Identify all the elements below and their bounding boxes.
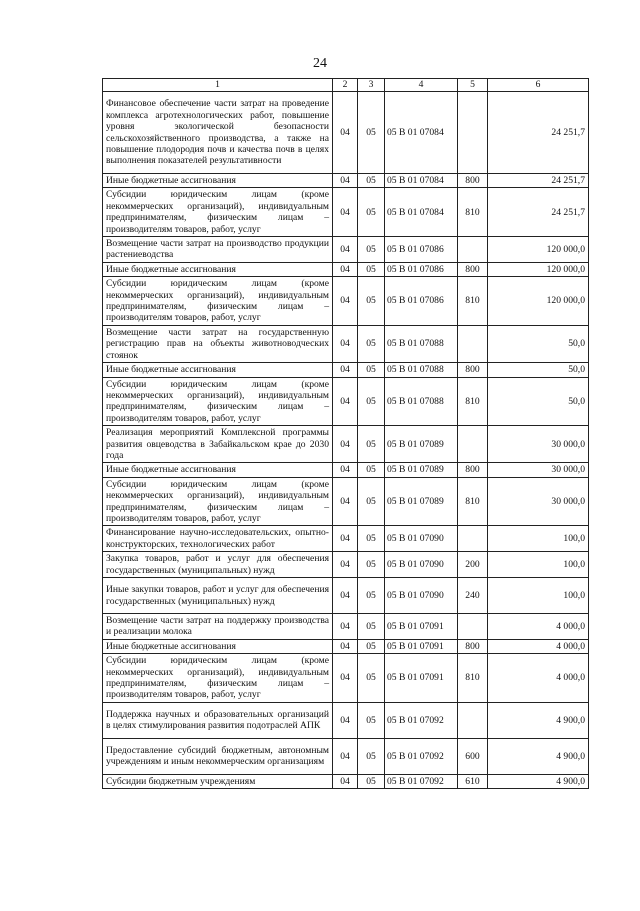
row-subsection-cell: 05 bbox=[358, 188, 385, 237]
row-target-code-cell: 05 В 01 07084 bbox=[385, 188, 458, 237]
row-target-code-cell: 05 В 01 07090 bbox=[385, 578, 458, 614]
row-section-cell: 04 bbox=[333, 277, 358, 326]
table-row bbox=[103, 614, 589, 640]
row-target-code-cell: 05 В 01 07089 bbox=[385, 463, 458, 477]
row-section-cell: 04 bbox=[333, 639, 358, 653]
row-amount-cell: 120 000,0 bbox=[488, 277, 589, 326]
row-target-code-cell: 05 В 01 07092 bbox=[385, 774, 458, 788]
row-name-cell: Иные закупки товаров, работ и услуг для обеспечения государственных (муниципальных) нужд bbox=[103, 578, 333, 614]
header-col-5: 5 bbox=[458, 79, 488, 92]
row-section-cell: 04 bbox=[333, 552, 358, 578]
row-target-code-cell: 05 В 01 07092 bbox=[385, 702, 458, 738]
row-name-cell: Финансовое обеспечение части затрат на проведение комплекса агротехнологических работ, повышение уровня экологической безопасности сельскохозяйственного производства, а также на повышение плодородия почв и качества почв в целях выполнения показателей результативности bbox=[103, 92, 333, 174]
header-col-4: 4 bbox=[385, 79, 458, 92]
row-name-cell: Реализация мероприятий Комплексной программы развития овцеводства в Забайкальском крае до 2030 года bbox=[103, 426, 333, 463]
row-expense-type-cell: 800 bbox=[458, 363, 488, 377]
table-row bbox=[103, 463, 589, 477]
row-expense-type-cell bbox=[458, 426, 488, 463]
row-name-cell: Иные бюджетные ассигнования bbox=[103, 639, 333, 653]
row-name-cell: Возмещение части затрат на поддержку производства и реализации молока bbox=[103, 614, 333, 640]
row-target-code-cell: 05 В 01 07091 bbox=[385, 614, 458, 640]
row-section-cell: 04 bbox=[333, 614, 358, 640]
header-col-2: 2 bbox=[333, 79, 358, 92]
row-expense-type-cell: 200 bbox=[458, 552, 488, 578]
row-subsection-cell: 05 bbox=[358, 702, 385, 738]
row-section-cell: 04 bbox=[333, 774, 358, 788]
row-name-cell: Субсидии бюджетным учреждениям bbox=[103, 774, 333, 788]
row-name-cell: Субсидии юридическим лицам (кроме некоммерческих организаций), индивидуальным предпринимателям, физическим лицам – производителям товаров, работ, услуг bbox=[103, 377, 333, 426]
row-section-cell: 04 bbox=[333, 702, 358, 738]
table-row bbox=[103, 188, 589, 237]
row-amount-cell: 4 900,0 bbox=[488, 702, 589, 738]
row-section-cell: 04 bbox=[333, 363, 358, 377]
row-subsection-cell: 05 bbox=[358, 237, 385, 263]
row-name-cell: Финансирование научно-исследовательских, опытно-конструкторских, технологических работ bbox=[103, 526, 333, 552]
row-target-code-cell: 05 В 01 07086 bbox=[385, 262, 458, 276]
row-subsection-cell: 05 bbox=[358, 277, 385, 326]
row-expense-type-cell: 240 bbox=[458, 578, 488, 614]
row-expense-type-cell: 600 bbox=[458, 738, 488, 774]
row-subsection-cell: 05 bbox=[358, 477, 385, 526]
row-subsection-cell: 05 bbox=[358, 774, 385, 788]
table-row bbox=[103, 262, 589, 276]
row-subsection-cell: 05 bbox=[358, 463, 385, 477]
row-expense-type-cell bbox=[458, 526, 488, 552]
row-target-code-cell: 05 В 01 07088 bbox=[385, 325, 458, 362]
row-amount-cell: 50,0 bbox=[488, 325, 589, 362]
row-name-cell: Иные бюджетные ассигнования bbox=[103, 174, 333, 188]
row-section-cell: 04 bbox=[333, 654, 358, 703]
row-subsection-cell: 05 bbox=[358, 552, 385, 578]
table-row bbox=[103, 578, 589, 614]
header-col-3: 3 bbox=[358, 79, 385, 92]
row-amount-cell: 24 251,7 bbox=[488, 188, 589, 237]
row-amount-cell: 4 000,0 bbox=[488, 614, 589, 640]
row-name-cell: Субсидии юридическим лицам (кроме некоммерческих организаций), индивидуальным предпринимателям, физическим лицам – производителям товаров, работ, услуг bbox=[103, 188, 333, 237]
row-name-cell: Иные бюджетные ассигнования bbox=[103, 463, 333, 477]
row-section-cell: 04 bbox=[333, 188, 358, 237]
row-subsection-cell: 05 bbox=[358, 325, 385, 362]
row-amount-cell: 100,0 bbox=[488, 552, 589, 578]
row-name-cell: Закупка товаров, работ и услуг для обеспечения государственных (муниципальных) нужд bbox=[103, 552, 333, 578]
page-number: 24 bbox=[313, 56, 327, 71]
table-row bbox=[103, 552, 589, 578]
table-row bbox=[103, 774, 589, 788]
row-expense-type-cell: 810 bbox=[458, 277, 488, 326]
table-row bbox=[103, 426, 589, 463]
row-amount-cell: 4 900,0 bbox=[488, 774, 589, 788]
row-expense-type-cell bbox=[458, 92, 488, 174]
row-expense-type-cell: 800 bbox=[458, 262, 488, 276]
row-target-code-cell: 05 В 01 07086 bbox=[385, 277, 458, 326]
row-target-code-cell: 05 В 01 07090 bbox=[385, 552, 458, 578]
table-row bbox=[103, 377, 589, 426]
row-target-code-cell: 05 В 01 07084 bbox=[385, 92, 458, 174]
row-expense-type-cell: 810 bbox=[458, 188, 488, 237]
row-name-cell: Иные бюджетные ассигнования bbox=[103, 262, 333, 276]
table-row bbox=[103, 363, 589, 377]
row-subsection-cell: 05 bbox=[358, 426, 385, 463]
budget-table bbox=[102, 78, 589, 789]
row-subsection-cell: 05 bbox=[358, 377, 385, 426]
row-amount-cell: 4 000,0 bbox=[488, 639, 589, 653]
table-row bbox=[103, 477, 589, 526]
row-target-code-cell: 05 В 01 07089 bbox=[385, 426, 458, 463]
header-row bbox=[103, 79, 589, 92]
row-amount-cell: 100,0 bbox=[488, 526, 589, 552]
row-subsection-cell: 05 bbox=[358, 92, 385, 174]
row-section-cell: 04 bbox=[333, 262, 358, 276]
row-expense-type-cell: 810 bbox=[458, 654, 488, 703]
table-row bbox=[103, 654, 589, 703]
row-amount-cell: 50,0 bbox=[488, 363, 589, 377]
row-target-code-cell: 05 В 01 07088 bbox=[385, 363, 458, 377]
row-section-cell: 04 bbox=[333, 463, 358, 477]
row-subsection-cell: 05 bbox=[358, 262, 385, 276]
table-row bbox=[103, 237, 589, 263]
row-name-cell: Предоставление субсидий бюджетным, автономным учреждениям и иным некоммерческим организациям bbox=[103, 738, 333, 774]
row-amount-cell: 30 000,0 bbox=[488, 463, 589, 477]
row-expense-type-cell bbox=[458, 237, 488, 263]
row-amount-cell: 30 000,0 bbox=[488, 477, 589, 526]
table-row bbox=[103, 639, 589, 653]
row-section-cell: 04 bbox=[333, 526, 358, 552]
row-amount-cell: 4 900,0 bbox=[488, 738, 589, 774]
row-amount-cell: 24 251,7 bbox=[488, 92, 589, 174]
row-expense-type-cell: 800 bbox=[458, 174, 488, 188]
row-subsection-cell: 05 bbox=[358, 654, 385, 703]
row-name-cell: Возмещение части затрат на производство продукции растениеводства bbox=[103, 237, 333, 263]
row-expense-type-cell: 800 bbox=[458, 639, 488, 653]
header-col-1: 1 bbox=[103, 79, 333, 92]
row-expense-type-cell bbox=[458, 614, 488, 640]
table-row bbox=[103, 92, 589, 174]
row-section-cell: 04 bbox=[333, 377, 358, 426]
table-row bbox=[103, 738, 589, 774]
header-col-6: 6 bbox=[488, 79, 589, 92]
row-target-code-cell: 05 В 01 07089 bbox=[385, 477, 458, 526]
row-expense-type-cell: 800 bbox=[458, 463, 488, 477]
row-amount-cell: 120 000,0 bbox=[488, 262, 589, 276]
row-section-cell: 04 bbox=[333, 237, 358, 263]
row-section-cell: 04 bbox=[333, 325, 358, 362]
row-expense-type-cell: 810 bbox=[458, 377, 488, 426]
row-expense-type-cell: 610 bbox=[458, 774, 488, 788]
table-row bbox=[103, 325, 589, 362]
row-subsection-cell: 05 bbox=[358, 174, 385, 188]
row-name-cell: Субсидии юридическим лицам (кроме некоммерческих организаций), индивидуальным предпринимателям, физическим лицам – производителям товаров, работ, услуг bbox=[103, 277, 333, 326]
row-name-cell: Возмещение части затрат на государственную регистрацию прав на объекты животноводческих стоянок bbox=[103, 325, 333, 362]
row-amount-cell: 50,0 bbox=[488, 377, 589, 426]
table-row bbox=[103, 702, 589, 738]
row-target-code-cell: 05 В 01 07091 bbox=[385, 654, 458, 703]
row-expense-type-cell bbox=[458, 325, 488, 362]
row-section-cell: 04 bbox=[333, 738, 358, 774]
row-subsection-cell: 05 bbox=[358, 614, 385, 640]
row-amount-cell: 24 251,7 bbox=[488, 174, 589, 188]
row-section-cell: 04 bbox=[333, 477, 358, 526]
row-name-cell: Субсидии юридическим лицам (кроме некоммерческих организаций), индивидуальным предпринимателям, физическим лицам – производителям товаров, работ, услуг bbox=[103, 654, 333, 703]
row-name-cell: Иные бюджетные ассигнования bbox=[103, 363, 333, 377]
row-section-cell: 04 bbox=[333, 426, 358, 463]
row-section-cell: 04 bbox=[333, 92, 358, 174]
row-subsection-cell: 05 bbox=[358, 639, 385, 653]
row-section-cell: 04 bbox=[333, 174, 358, 188]
row-target-code-cell: 05 В 01 07084 bbox=[385, 174, 458, 188]
row-name-cell: Поддержка научных и образовательных организаций в целях стимулирования развития подотраслей АПК bbox=[103, 702, 333, 738]
row-target-code-cell: 05 В 01 07088 bbox=[385, 377, 458, 426]
row-amount-cell: 100,0 bbox=[488, 578, 589, 614]
row-amount-cell: 120 000,0 bbox=[488, 237, 589, 263]
table-row bbox=[103, 277, 589, 326]
row-amount-cell: 4 000,0 bbox=[488, 654, 589, 703]
table-row bbox=[103, 526, 589, 552]
row-expense-type-cell: 810 bbox=[458, 477, 488, 526]
row-section-cell: 04 bbox=[333, 578, 358, 614]
row-target-code-cell: 05 В 01 07086 bbox=[385, 237, 458, 263]
row-subsection-cell: 05 bbox=[358, 738, 385, 774]
table-row bbox=[103, 174, 589, 188]
row-target-code-cell: 05 В 01 07092 bbox=[385, 738, 458, 774]
row-subsection-cell: 05 bbox=[358, 578, 385, 614]
row-amount-cell: 30 000,0 bbox=[488, 426, 589, 463]
row-target-code-cell: 05 В 01 07090 bbox=[385, 526, 458, 552]
row-target-code-cell: 05 В 01 07091 bbox=[385, 639, 458, 653]
row-name-cell: Субсидии юридическим лицам (кроме некоммерческих организаций), индивидуальным предпринимателям, физическим лицам – производителям товаров, работ, услуг bbox=[103, 477, 333, 526]
row-expense-type-cell bbox=[458, 702, 488, 738]
row-subsection-cell: 05 bbox=[358, 363, 385, 377]
row-subsection-cell: 05 bbox=[358, 526, 385, 552]
